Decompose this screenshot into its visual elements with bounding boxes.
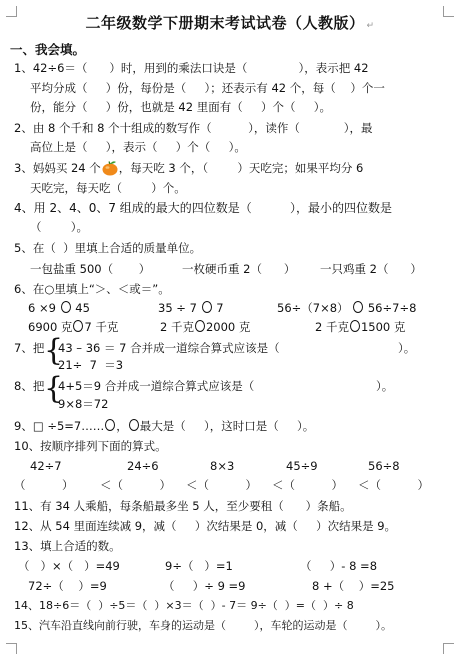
brace-symbol: { bbox=[44, 371, 64, 406]
remainder-circle bbox=[105, 419, 115, 431]
q13-item: （ ）÷ 9 =9 bbox=[163, 579, 246, 593]
q8-equation-2: 9×8＝72 bbox=[58, 397, 109, 411]
q5-item-3: 一只鸡重 2（ ） bbox=[320, 262, 422, 276]
section-heading: 一、我会填。 bbox=[10, 42, 86, 57]
q10-expression: 56÷8 bbox=[368, 459, 400, 473]
q10-blank: ＜（ ） bbox=[358, 478, 430, 492]
q10-expression: 45÷9 bbox=[286, 459, 318, 473]
compare-circle bbox=[353, 301, 363, 313]
q13-item: 72÷（ ）=9 bbox=[28, 579, 107, 593]
compare-item: 56÷（7×8） 56÷7÷8 bbox=[277, 301, 417, 315]
q11-line: 11、有 34 人乘船，每条船最多坐 5 人，至少要租（ ）条船。 bbox=[14, 499, 352, 513]
q14-line: 14、18÷6＝（ ）÷5＝（ ）×3＝（ ）- 7＝ 9÷（ ）=（ ）÷ 8 bbox=[14, 599, 354, 612]
q10-expression: 42÷7 bbox=[30, 459, 62, 473]
page-title: 二年级数学下册期末考试试卷（人教版） ↵ bbox=[85, 14, 375, 32]
q1-line-1: 1、42÷6＝（ ）时，用到的乘法口诀是（ ），表示把 42 bbox=[14, 61, 369, 75]
compare-item: 35 ÷ 7 7 bbox=[158, 301, 224, 315]
q13-line-1: 13、填上合适的数。 bbox=[14, 539, 121, 553]
q13-item: 8 +（ ）=25 bbox=[312, 579, 395, 593]
compare-item: 2 千克 2000 克 bbox=[160, 320, 251, 334]
compare-circle bbox=[195, 320, 205, 332]
q1-line-2: 平均分成（ ）份，每份是（ ）；还表示有 42 个，每（ ）个一 bbox=[30, 81, 385, 95]
q10-blank: ＜（ ） bbox=[272, 478, 344, 492]
orange-icon bbox=[101, 160, 119, 176]
compare-item: 6900 克 7 千克 bbox=[28, 320, 119, 334]
q10-expression: 24÷6 bbox=[127, 459, 159, 473]
q1-line-3: 份，能分（ ）份，也就是 42 里面有（ ）个（ ）。 bbox=[30, 100, 332, 114]
q2-line-1: 2、由 8 个千和 8 个十组成的数写作（ ），读作（ ），最 bbox=[14, 121, 373, 135]
q8-blank-end: ）。 bbox=[376, 379, 394, 393]
q10-blank: ＜（ ） bbox=[186, 478, 258, 492]
q5-line-1: 5、在（ ）里填上合适的质量单位。 bbox=[14, 241, 202, 255]
page-corner-mark bbox=[6, 643, 17, 654]
q5-item-2: 一枚硬币重 2（ ） bbox=[182, 262, 296, 276]
q9-line-1: 9、□ ÷5=7…… ， 最大是（ ），这时口是（ ）。 bbox=[14, 419, 315, 433]
q15-line: 15、汽车沿直线向前行驶，车身的运动是（ ），车轮的运动是（ ）。 bbox=[14, 619, 392, 632]
page-corner-mark bbox=[443, 643, 454, 654]
q7-equation-1: 43 – 36 ＝ 7 合并成一道综合算式应该是（ bbox=[58, 341, 280, 355]
q13-item: （ ）- 8 =8 bbox=[300, 559, 378, 573]
q3-line-1: 3、妈妈买 24 个 ，每天吃 3 个，（ ）天吃完；如果平均分 6 bbox=[14, 161, 364, 175]
q13-item: 9÷（ ）=1 bbox=[165, 559, 233, 573]
q10-line-1: 10、按顺序排列下面的算式。 bbox=[14, 439, 167, 453]
q7-prefix: 7、把 bbox=[14, 341, 45, 355]
q5-item-1: 一包盐重 500（ ） bbox=[30, 262, 151, 276]
compare-circle bbox=[202, 301, 212, 313]
q10-blank: ＜（ ） bbox=[100, 478, 172, 492]
q12-line: 12、从 54 里面连续减 9，减（ ）次结果是 0，减（ ）次结果是 9。 bbox=[14, 519, 397, 533]
q8-equation-1: 4+5＝9 合并成一道综合算式应该是（ bbox=[58, 379, 255, 393]
q7-equation-2: 21÷ 7 ＝3 bbox=[58, 358, 124, 372]
q4-line-2: （ ）。 bbox=[30, 220, 88, 234]
q10-expression: 8×3 bbox=[210, 459, 235, 473]
q10-blank: （ ） bbox=[14, 478, 74, 492]
compare-circle bbox=[73, 320, 83, 332]
q8-prefix: 8、把 bbox=[14, 379, 45, 393]
compare-item: 2 千克 1500 克 bbox=[315, 320, 406, 334]
compare-circle bbox=[350, 320, 360, 332]
q4-line-1: 4、用 2、4、0、7 组成的最大的四位数是（ ），最小的四位数是 bbox=[14, 201, 392, 215]
compare-circle bbox=[61, 301, 71, 313]
q2-line-2: 高位上是（ ），表示（ ）个（ ）。 bbox=[30, 140, 246, 154]
q6-line-1: 6、在○里填上“＞、＜或＝”。 bbox=[14, 282, 170, 296]
brace-symbol: { bbox=[44, 333, 64, 368]
q13-item: （ ）×（ ）=49 bbox=[18, 559, 120, 573]
remainder-circle bbox=[129, 419, 139, 431]
q7-blank-end: ）。 bbox=[398, 341, 416, 355]
compare-item: 6 ×9 45 bbox=[28, 301, 90, 315]
q3-line-2: 天吃完，每天吃（ ）个。 bbox=[30, 181, 186, 195]
